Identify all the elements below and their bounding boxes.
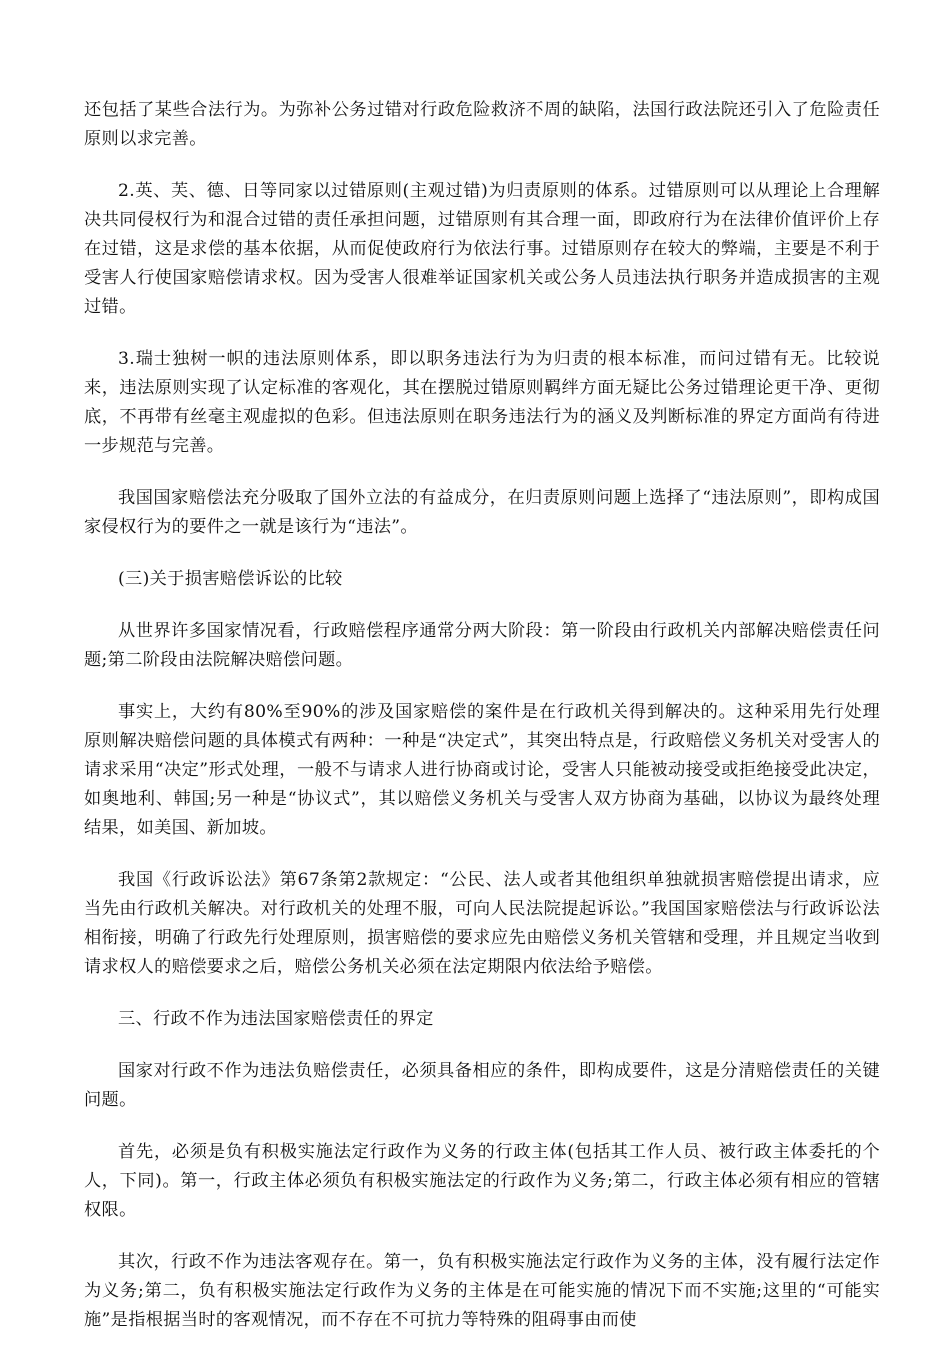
document-body: [84, 96, 880, 1358]
paragraph-china-state-compensation: 我国国家赔偿法充分吸取了国外立法的有益成分，在归责原则问题上选择了“违法原则”，即构成国家侵权行为的要件之一就是该行为“违法”。: [84, 488, 880, 537]
section-heading-omission-liability: 三、行政不作为违法国家赔偿责任的界定: [118, 1009, 434, 1029]
paragraph-continuation: 还包括了某些合法行为。为弥补公务过错对行政危险救济不周的缺陷，法国行政法院还引入了危险责任原则以求完善。: [84, 100, 880, 149]
section-heading-litigation-comparison: (三)关于损害赔偿诉讼的比较: [118, 569, 343, 589]
paragraph-first-element: 首先，必须是负有积极实施法定行政作为义务的行政主体(包括其工作人员、被行政主体委托的个人，下同)。第一，行政主体必须负有积极实施法定的行政作为义务;第二，行政主体必须有相应的管辖权限。: [84, 1142, 880, 1220]
paragraph-illegality-principle: 3.瑞士独树一帜的违法原则体系，即以职务违法行为为归责的根本标准，而问过错有无。比较说来，违法原则实现了认定标准的客观化，其在摆脱过错原则羁绊方面无疑比公务过错理论更干净、更彻底，不再带有丝毫主观虚拟的色彩。但违法原则在职务违法行为的涵义及判断标准的界定方面尚有待进一步规范与完善。: [84, 349, 880, 456]
paragraph-constituent-elements: 国家对行政不作为违法负赔偿责任，必须具备相应的条件，即构成要件，这是分清赔偿责任的关键问题。: [84, 1061, 880, 1110]
paragraph-prior-handling-models: 事实上，大约有80%至90%的涉及国家赔偿的案件是在行政机关得到解决的。这种采用先行处理原则解决赔偿问题的具体模式有两种：一种是“决定式”，其突出特点是，行政赔偿义务机关对受害人的请求采用“决定”形式处理，一般不与请求人进行协商或讨论，受害人只能被动接受或拒绝接受此决定，如奥地利、韩国;另一种是“协议式”，其以赔偿义务机关与受害人双方协商为基础，以协议为最终处理结果，如美国、新加坡。: [84, 702, 880, 838]
paragraph-administrative-litigation-law: 我国《行政诉讼法》第67条第2款规定：“公民、法人或者其他组织单独就损害赔偿提出请求，应当先由行政机关解决。对行政机关的处理不服，可向人民法院提起诉讼。”我国国家赔偿法与行政诉讼法相衔接，明确了行政先行处理原则，损害赔偿的要求应先由赔偿义务机关管辖和受理，并且规定当收到请求权人的赔偿要求之后，赔偿公务机关必须在法定期限内依法给予赔偿。: [84, 870, 880, 977]
paragraph-fault-principle: 2.英、芙、德、日等同家以过错原则(主观过错)为归责原则的体系。过错原则可以从理论上合理解决共同侵权行为和混合过错的责任承担问题，过错原则有其合理一面，即政府行为在法律价值评价上存在过错，这是求偿的基本依据，从而促使政府行为依法行事。过错原则存在较大的弊端，主要是不利于受害人行使国家赔偿请求权。因为受害人很难举证国家机关或公务人员违法执行职务并造成损害的主观过错。: [84, 181, 880, 317]
paragraph-second-element: 其次，行政不作为违法客观存在。第一，负有积极实施法定行政作为义务的主体，没有履行法定作为义务;第二，负有积极实施法定行政作为义务的主体是在可能实施的情况下而不实施;这里的“可能实施”是指根据当时的客观情况，而不存在不可抗力等特殊的阻碍事由而使: [84, 1252, 880, 1330]
paragraph-two-stages: 从世界许多国家情况看，行政赔偿程序通常分两大阶段：第一阶段由行政机关内部解决赔偿责任问题;第二阶段由法院解决赔偿问题。: [84, 621, 880, 670]
